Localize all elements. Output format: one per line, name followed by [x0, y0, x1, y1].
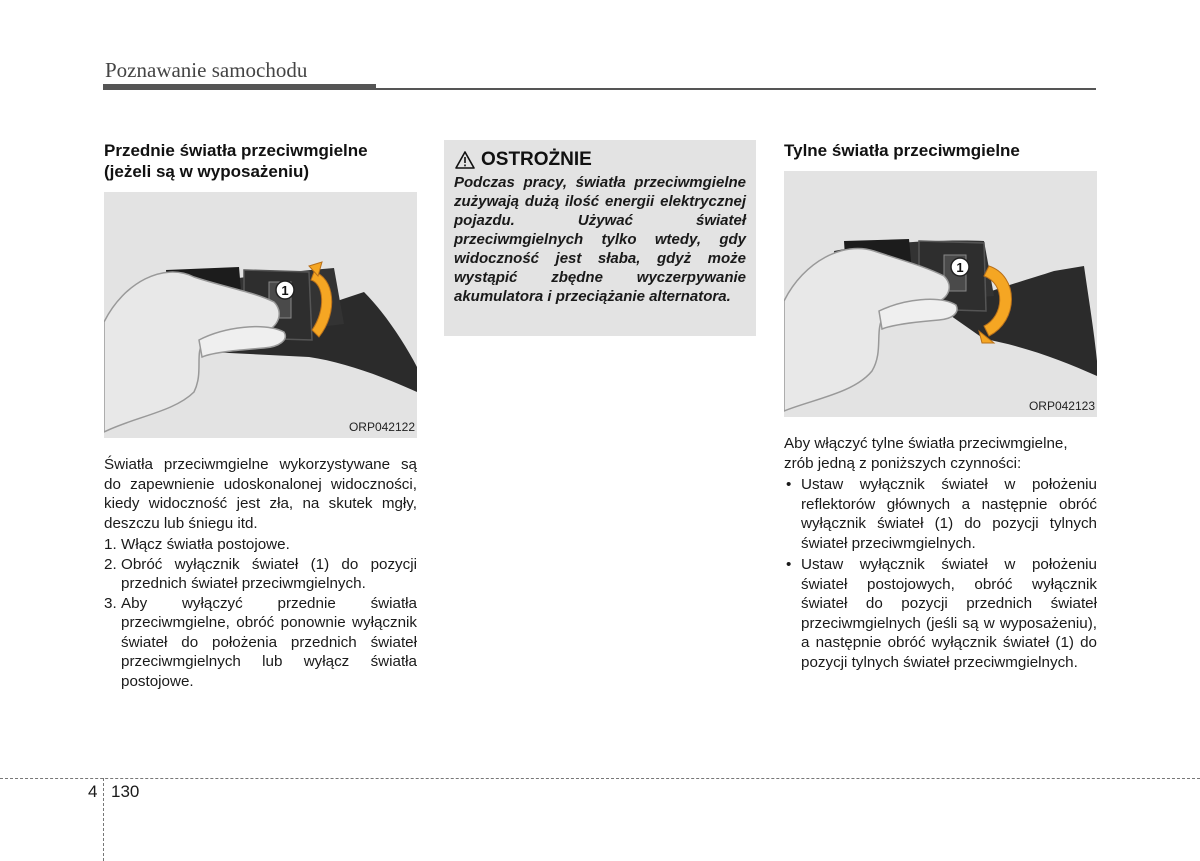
caution-text: Podczas pracy, światła przeciwmgielne zużywają dużą ilość energii elektrycznej pojazdu. Używać świateł przeciwmgielnych tylko wtedy, gdy widoczność jest słaba, gdyż może wystąpić zbędne wyczerpywanie akumulatora i przeciążanie alternatora. — [454, 174, 746, 305]
header-rule-thin — [376, 88, 1096, 90]
front-fog-heading-line2: (jeżeli są w wyposażeniu) — [104, 162, 310, 181]
rear-fog-section — [784, 140, 1097, 674]
rear-fog-bullets — [784, 475, 1097, 672]
bullet-text: Ustaw wyłącznik świateł w położeniu reflektorów głównych a następnie obróć wyłącznik świateł (1) do pozycji tylnych świateł przeciwmgielnych. — [801, 476, 1097, 552]
caution-box — [444, 140, 756, 336]
section-number: 4 — [88, 782, 98, 801]
bullet-dot-icon: • — [786, 556, 792, 573]
rear-fog-heading: Tylne światła przeciwmgielne — [784, 141, 1020, 160]
caution-title: OSTROŻNIE — [481, 149, 592, 170]
front-fog-section — [104, 140, 417, 691]
step-number: 1. — [104, 536, 117, 553]
step-number: 2. — [104, 555, 117, 573]
front-fog-heading-line1: Przednie światła przeciwmgielne — [104, 141, 368, 160]
warning-triangle-icon — [454, 150, 476, 170]
rear-fog-callout: 1 — [956, 260, 964, 275]
step-text: Obróć wyłącznik świateł (1) do pozycji przednich świateł przeciwmgielnych. — [121, 555, 417, 592]
front-fog-callout: 1 — [281, 283, 289, 298]
bullet-text: Ustaw wyłącznik świateł w położeniu świateł postojowych, obróć wyłącznik świateł do pozycji przednich świateł przeciwmgielnych (jeśli są w wyposażeniu), a następnie obróć wyłącznik świateł (1) do pozycji tylnych świateł przeciwmgielnych. — [801, 556, 1097, 671]
footer-vertical-rule — [103, 778, 104, 861]
rear-fog-figure — [784, 171, 1097, 417]
rear-fog-figure-code: ORP042123 — [1028, 399, 1095, 413]
caution-header — [454, 149, 746, 171]
step-text: Włącz światła postojowe. — [121, 536, 290, 553]
front-fog-intro: Światła przeciwmgielne wykorzystywane są do zapewnienie udoskonalonej widoczności, kiedy widoczność jest zła, na skutek mgły, deszczu lub śniegu itd. — [104, 456, 417, 532]
front-fog-steps — [104, 535, 417, 691]
footer-rule — [0, 778, 1200, 779]
running-header: Poznawanie samochodu — [105, 58, 308, 82]
front-fog-illustration — [104, 192, 417, 438]
step-text: Aby wyłączyć przednie światła przeciwmgielne, obróć ponownie wyłącznik świateł do położenia przednich świateł przeciwmgielnych lub wyłącz światła postojowe. — [121, 594, 417, 690]
list-item — [104, 535, 417, 555]
list-item — [784, 475, 1097, 553]
front-fog-heading — [104, 140, 417, 182]
front-fog-figure-code: ORP042122 — [348, 420, 415, 434]
rear-fog-illustration — [784, 171, 1097, 417]
header-rule-thick — [103, 84, 376, 90]
step-number: 3. — [104, 594, 117, 612]
bullet-dot-icon: • — [786, 476, 792, 493]
list-item — [784, 555, 1097, 672]
rear-fog-intro: Aby włączyć tylne światła przeciwmgielne, zrób jedną z poniższych czynności: — [784, 435, 1068, 472]
list-item — [104, 594, 417, 692]
front-fog-figure — [104, 192, 417, 438]
page-number: 130 — [111, 782, 140, 801]
list-item — [104, 555, 417, 594]
